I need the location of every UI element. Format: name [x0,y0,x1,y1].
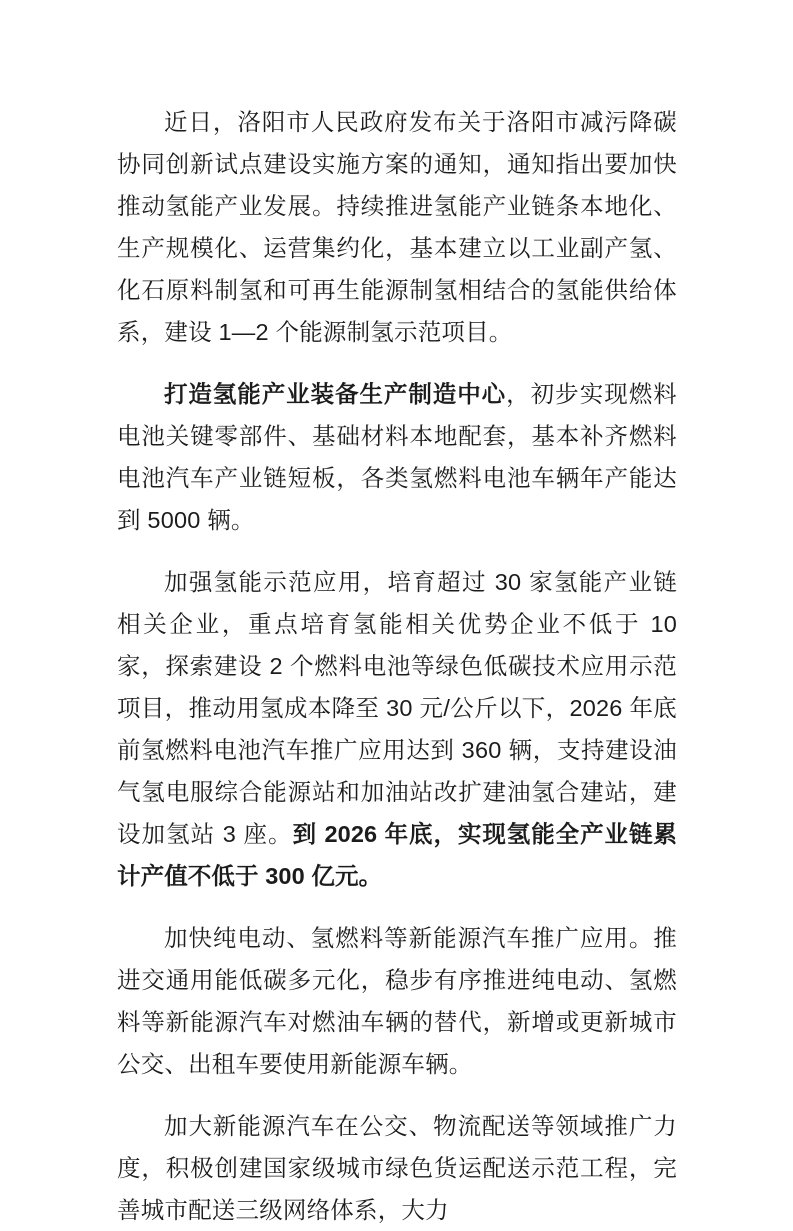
emphasis-text-run: 到 2026 年底，实现氢能全产业链累计产值不低于 300 亿元。 [117,821,677,889]
body-text-run: 加快纯电动、氢燃料等新能源汽车推广应用。推进交通用能低碳多元化，稳步有序推进纯电动、氢燃料等新能源汽车对燃油车辆的替代，新增或更新城市公交、出租车要使用新能源车辆。 [117,925,677,1077]
body-text-run: 加强氢能示范应用，培育超过 30 家氢能产业链相关企业，重点培育氢能相关优势企业不低于 10 家，探索建设 2 个燃料电池等绿色低碳技术应用示范项目，推动用氢成本降至 30 元/公斤以下，2026 年底前氢燃料电池汽车推广应用达到 360 辆，支持建设油气氢电服综合能源站和加油站改扩建油氢合建站，建设加氢站 3 座。 [117,569,677,847]
emphasis-text-run: 打造氢能产业装备生产制造中心 [164,381,507,407]
body-text-run: 近日，洛阳市人民政府发布关于洛阳市减污降碳协同创新试点建设实施方案的通知，通知指出要加快推动氢能产业发展。持续推进氢能产业链条本地化、生产规模化、运营集约化，基本建立以工业副产氢、化石原料制氢和可再生能源制氢相结合的氢能供给体系，建设 1—2 个能源制氢示范项目。 [117,109,677,345]
paragraph-intro [117,101,677,353]
paragraph-demonstration-application [117,561,677,897]
paragraph-logistics-promotion [117,1105,677,1231]
body-text-run: 加大新能源汽车在公交、物流配送等领域推广力度，积极创建国家级城市绿色货运配送示范工程，完善城市配送三级网络体系，大力 [117,1113,677,1223]
document-text-body [117,101,677,1231]
paragraph-equipment-center [117,373,677,541]
paragraph-new-energy-vehicles [117,917,677,1085]
body-text-run: ，初步实现燃料电池关键零部件、基础材料本地配套，基本补齐燃料电池汽车产业链短板，各类氢燃料电池车辆年产能达到 5000 辆。 [117,381,677,533]
